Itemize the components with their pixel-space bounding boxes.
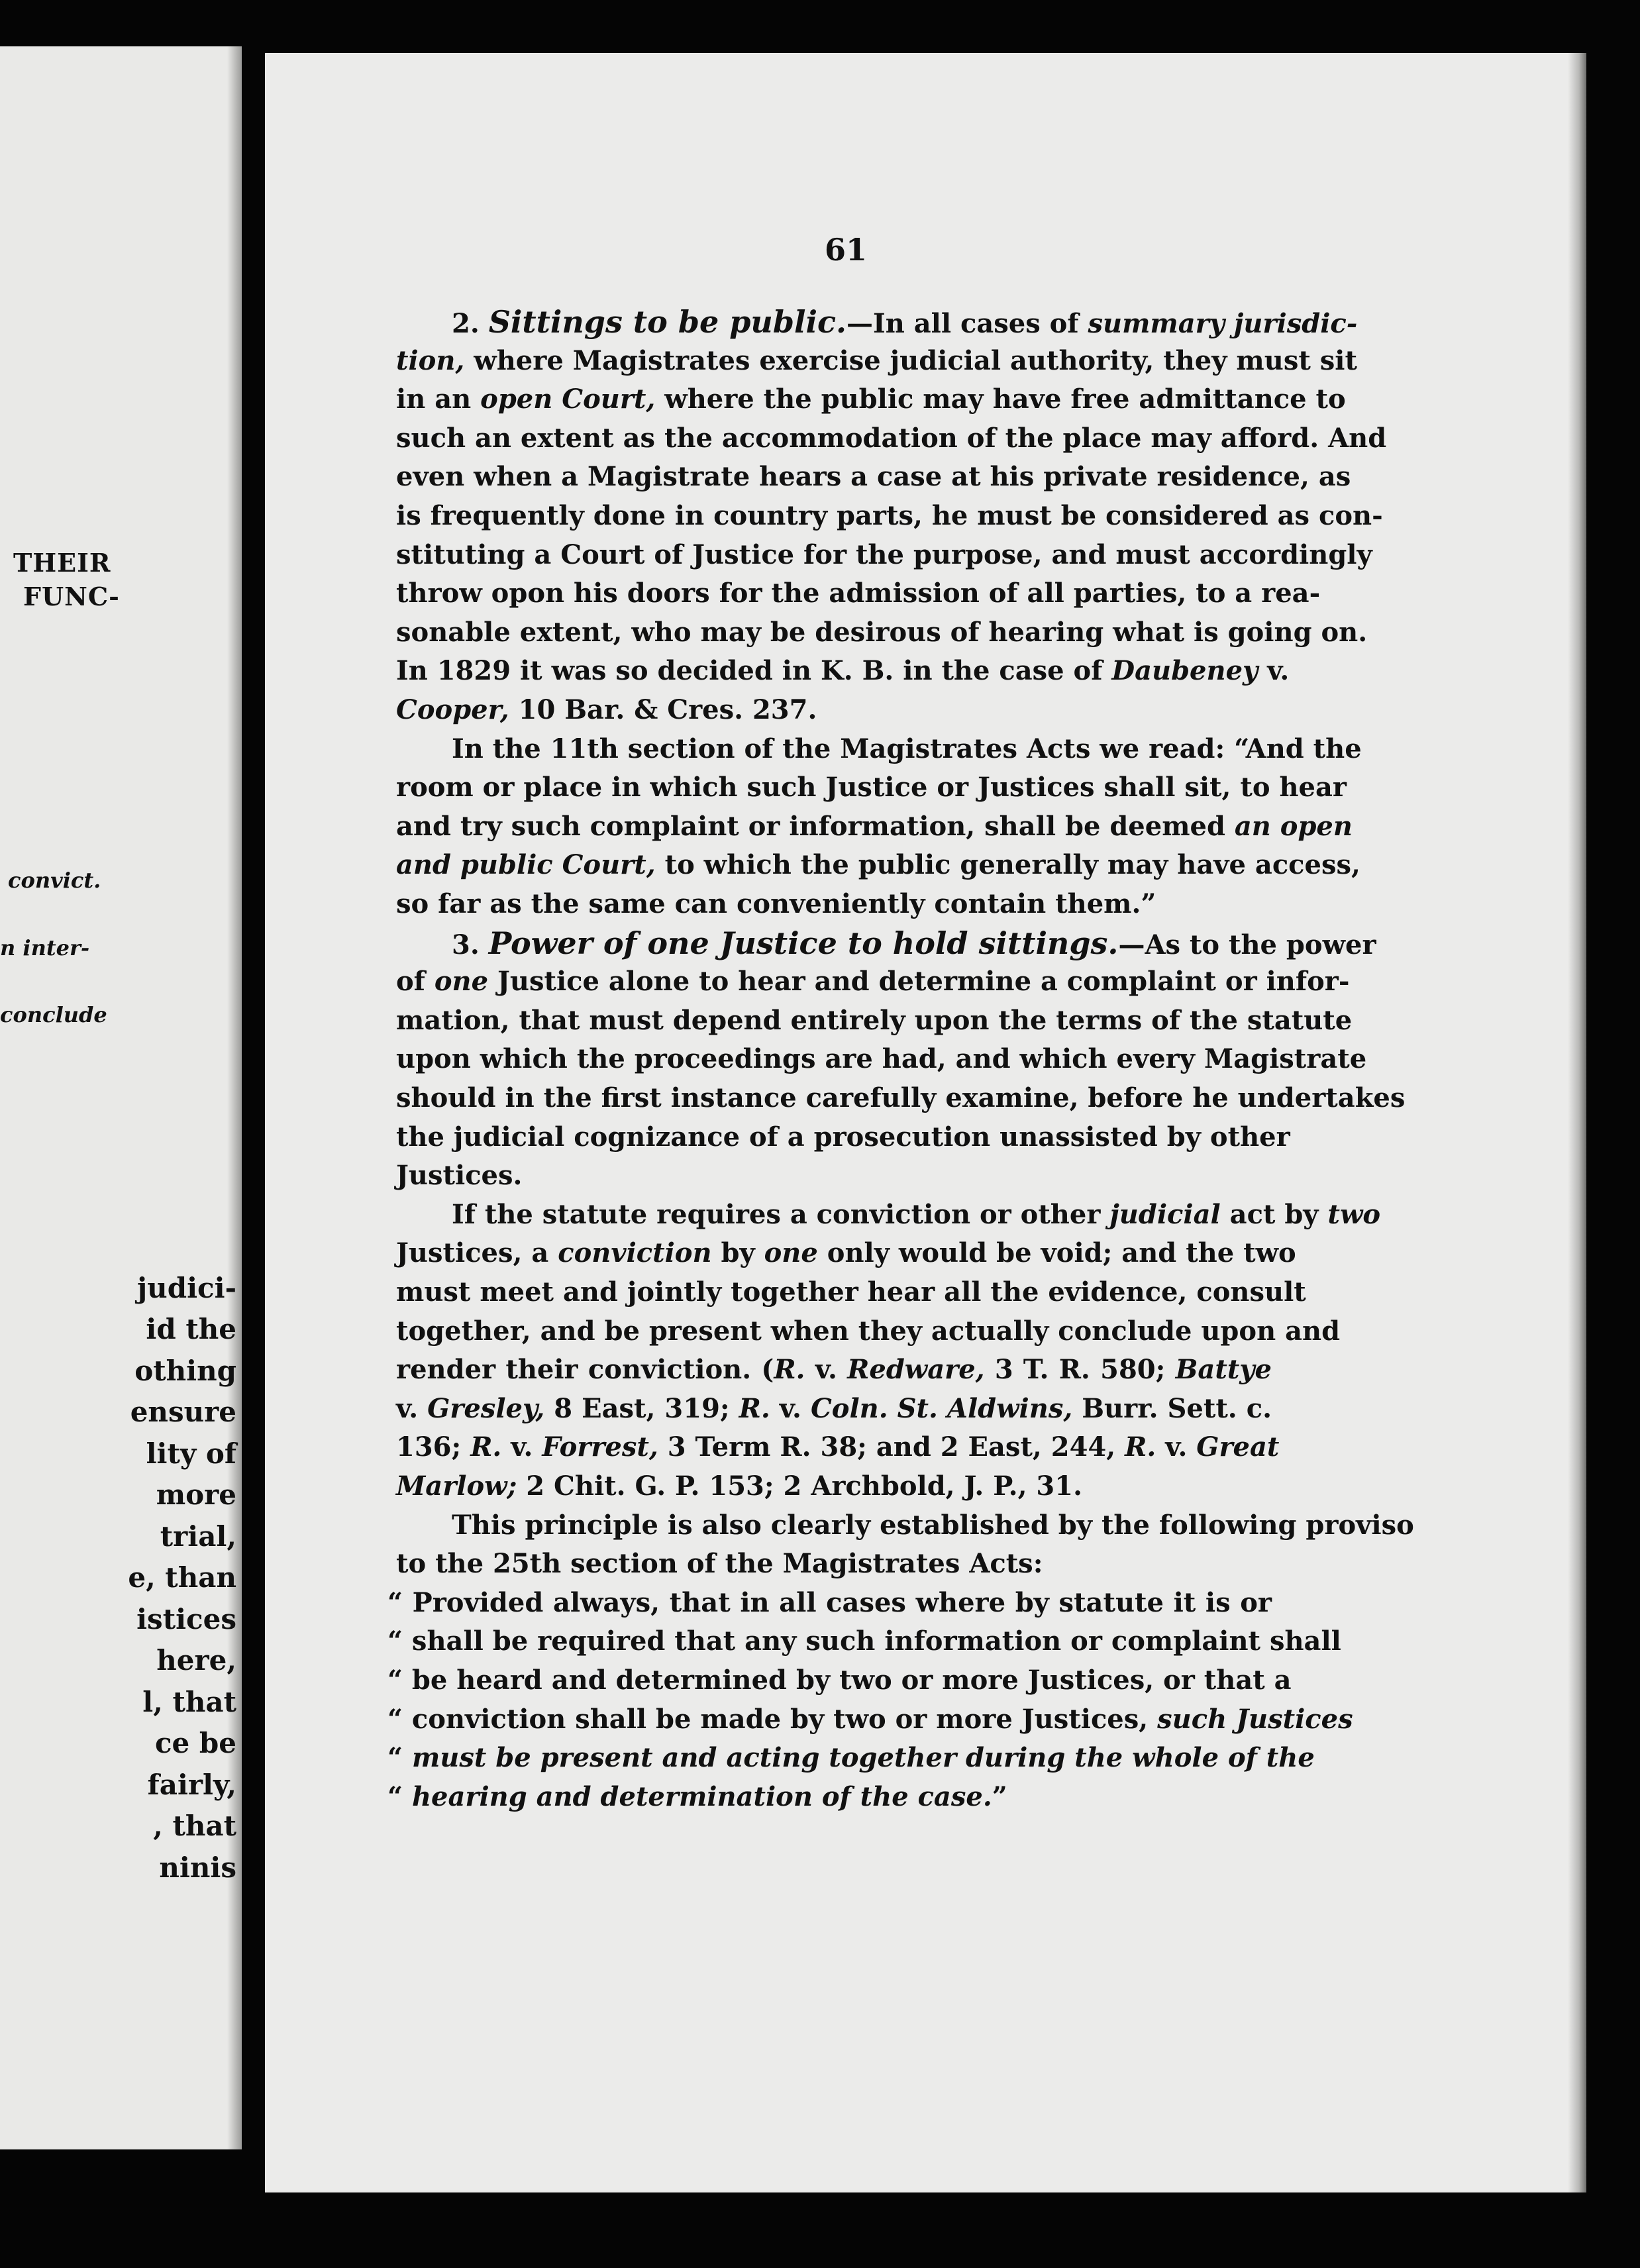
text-segment: such Justices <box>1157 1704 1353 1735</box>
text-line <box>396 1543 1272 1584</box>
text-segment: only would be void; and the two <box>817 1237 1296 1268</box>
text-line <box>452 301 1358 342</box>
text-segment: together, and be present when they actually conclude upon and <box>396 1315 1341 1347</box>
text-line <box>396 1000 1353 1041</box>
text-segment: 136; <box>396 1431 471 1463</box>
text-segment: hearing and determination of the case. <box>411 1781 992 1812</box>
left-body-fragment: id the <box>146 1313 236 1345</box>
text-segment: one <box>764 1237 818 1268</box>
text-line <box>396 650 1290 692</box>
text-segment: R. <box>739 1393 770 1424</box>
text-segment: where the public may have free admittance to <box>655 384 1346 415</box>
text-segment: —In all cases of <box>846 308 1088 339</box>
text-segment: Daubeney <box>1111 655 1258 686</box>
text-segment: by <box>711 1237 764 1268</box>
text-segment: Marlow; <box>396 1470 517 1502</box>
text-line <box>396 884 1272 925</box>
left-body-fragment: l, that <box>142 1686 236 1718</box>
left-body-fragment: judici- <box>136 1272 236 1304</box>
text-segment: judicial <box>1109 1199 1221 1230</box>
text-segment: must meet and jointly together hear all the evidence, consult <box>396 1276 1306 1308</box>
text-segment: v. <box>501 1431 542 1463</box>
text-segment: In the 11th section of the Magistrates Acts we read: “And the <box>452 733 1362 764</box>
text-segment: 10 Bar. & Cres. 237. <box>509 694 817 725</box>
text-segment: In 1829 it was so decided in K. B. in the case of <box>396 655 1112 686</box>
text-line <box>396 845 1360 886</box>
text-segment: “ <box>387 1742 412 1773</box>
page-number: 61 <box>825 232 868 268</box>
left-body-fragment: ninis <box>159 1851 236 1884</box>
text-line <box>396 573 1321 614</box>
text-segment: “ shall be required that any such information or complaint shall <box>387 1625 1341 1657</box>
text-segment: 3 Term R. 38; and 2 East, 244, <box>658 1431 1125 1463</box>
text-line <box>387 1660 1292 1701</box>
text-segment: and try such complaint or information, shall be deemed <box>396 811 1235 842</box>
text-segment: should in the first instance carefully examine, before he undertakes <box>396 1082 1406 1113</box>
text-line <box>396 1155 1272 1196</box>
text-segment: render their conviction. ( <box>396 1354 774 1385</box>
text-line <box>396 1349 1272 1390</box>
text-line <box>452 1505 1414 1546</box>
text-line <box>452 923 1376 964</box>
text-segment: Redware, <box>847 1354 985 1385</box>
text-segment: Forrest, <box>542 1431 658 1463</box>
text-line <box>396 495 1383 537</box>
text-segment: Justices, a <box>396 1237 558 1268</box>
text-segment: stituting a Court of Justice for the purpose, and must accordingly <box>396 539 1372 570</box>
text-segment: v. <box>770 1393 811 1424</box>
text-segment: Power of one Justice to hold sittings. <box>488 925 1119 961</box>
text-line <box>396 379 1346 420</box>
text-line <box>396 418 1387 459</box>
left-margin-note: convict. <box>8 868 101 893</box>
text-segment: where Magistrates exercise judicial authority, they must sit <box>464 345 1357 376</box>
left-body-fragment: othing <box>134 1355 236 1387</box>
text-line <box>396 1272 1306 1313</box>
left-body-fragment: here, <box>156 1644 236 1676</box>
text-segment: sonable extent, who may be desirous of hearing what is going on. <box>396 617 1368 648</box>
left-body-fragment: trial, <box>160 1520 236 1553</box>
text-segment: ” <box>992 1781 1007 1812</box>
left-margin-note: conclude <box>0 1002 107 1027</box>
text-line <box>396 1039 1367 1080</box>
text-segment: throw opon his doors for the admission of all parties, to a rea- <box>396 578 1321 609</box>
text-segment: to the 25th section of the Magistrates Acts: <box>396 1548 1043 1579</box>
text-line <box>396 340 1357 382</box>
text-segment: summary jurisdic- <box>1088 308 1358 339</box>
text-segment: of <box>396 966 435 997</box>
text-segment: Battye <box>1175 1354 1272 1385</box>
text-segment: even when a Magistrate hears a case at his private residence, as <box>396 461 1351 492</box>
text-segment: the judicial cognizance of a prosecution unassisted by other <box>396 1121 1290 1153</box>
text-line <box>387 1737 1315 1778</box>
text-line <box>396 456 1351 497</box>
text-segment: in an <box>396 384 481 415</box>
text-segment: v. <box>1258 655 1290 686</box>
text-line <box>396 1427 1280 1468</box>
text-segment: so far as the same can conveniently contain them.” <box>396 888 1156 919</box>
text-segment: must be present and acting together during the whole of the <box>411 1742 1315 1773</box>
text-segment: upon which the proceedings are had, and which every Magistrate <box>396 1043 1367 1074</box>
left-body-fragment: ce be <box>154 1727 236 1759</box>
text-line <box>396 1466 1272 1507</box>
left-heading-line-1: THEIR <box>13 548 111 578</box>
text-segment: 3. <box>452 929 489 960</box>
text-segment: conviction <box>558 1237 712 1268</box>
text-segment: Sittings to be public. <box>488 304 847 340</box>
text-segment: Burr. Sett. c. <box>1072 1393 1272 1424</box>
text-line <box>452 729 1362 770</box>
text-segment: R. <box>774 1354 805 1385</box>
text-line <box>396 806 1353 847</box>
text-segment: one <box>434 966 489 997</box>
left-body-fragment: more <box>156 1478 236 1511</box>
text-segment: and public Court, <box>396 849 656 880</box>
text-segment: v. <box>396 1393 428 1424</box>
text-segment: mation, that must depend entirely upon the terms of the statute <box>396 1005 1353 1036</box>
text-segment: “ conviction shall be made by two or more Justices, <box>387 1704 1158 1735</box>
text-segment: v. <box>805 1354 848 1385</box>
text-segment: is frequently done in country parts, he must be considered as con- <box>396 500 1383 531</box>
left-margin-note: n inter- <box>0 935 90 960</box>
text-segment: R. <box>1125 1431 1156 1463</box>
text-segment: 8 East, 319; <box>544 1393 739 1424</box>
text-line <box>396 1388 1272 1429</box>
text-segment: Great <box>1196 1431 1280 1463</box>
text-segment: Justices. <box>396 1160 523 1191</box>
previous-page <box>0 46 242 2149</box>
text-segment: R. <box>470 1431 502 1463</box>
text-segment: tion, <box>396 345 465 376</box>
text-segment: Justice alone to hear and determine a complaint or infor- <box>488 966 1350 997</box>
text-segment: room or place in which such Justice or Justices shall sit, to hear <box>396 772 1347 803</box>
text-segment: —As to the power <box>1118 929 1376 960</box>
text-segment: “ be heard and determined by two or more Justices, or that a <box>387 1665 1292 1696</box>
left-body-fragment: , that <box>153 1810 236 1842</box>
text-segment: Cooper, <box>396 694 509 725</box>
text-line <box>396 1078 1406 1119</box>
text-line <box>396 767 1347 808</box>
text-segment: to which the public generally may have access, <box>655 849 1360 880</box>
text-segment: This principle is also clearly established by the following proviso <box>452 1510 1414 1541</box>
text-segment: act by <box>1220 1199 1328 1230</box>
text-line <box>396 612 1368 653</box>
text-segment: 2 Chit. G. P. 153; 2 Archbold, J. P., 31. <box>517 1470 1083 1502</box>
text-segment: v. <box>1156 1431 1197 1463</box>
text-line <box>387 1699 1353 1740</box>
text-segment: Coln. St. Aldwins, <box>810 1393 1073 1424</box>
text-segment: Gresley, <box>427 1393 545 1424</box>
text-segment: an open <box>1234 811 1353 842</box>
text-segment: If the statute requires a conviction or other <box>452 1199 1110 1230</box>
text-line <box>396 690 1272 731</box>
text-line <box>387 1582 1272 1624</box>
left-body-fragment: lity of <box>146 1437 236 1470</box>
text-line <box>396 1117 1290 1158</box>
text-line <box>396 1233 1296 1274</box>
left-body-fragment: e, than <box>128 1561 236 1594</box>
text-line <box>387 1777 1272 1818</box>
page-edge-shadow <box>1568 53 1586 2192</box>
text-line <box>387 1621 1341 1662</box>
text-segment: open Court, <box>480 384 656 415</box>
text-segment: “ <box>387 1781 412 1812</box>
text-segment: two <box>1327 1199 1381 1230</box>
left-body-fragment: istices <box>136 1603 236 1635</box>
text-line <box>452 1194 1381 1235</box>
left-heading-line-2: FUNC- <box>23 582 120 611</box>
text-segment: 2. <box>452 308 489 339</box>
text-line <box>396 961 1350 1002</box>
text-line <box>396 1311 1341 1352</box>
text-line <box>396 535 1372 576</box>
left-body-fragment: fairly, <box>147 1769 236 1801</box>
text-segment: “ Provided always, that in all cases where by statute it is or <box>387 1587 1272 1618</box>
left-body-fragment: ensure <box>130 1396 236 1428</box>
text-segment: 3 T. R. 580; <box>984 1354 1176 1385</box>
text-segment: such an extent as the accommodation of the place may afford. And <box>396 423 1387 454</box>
